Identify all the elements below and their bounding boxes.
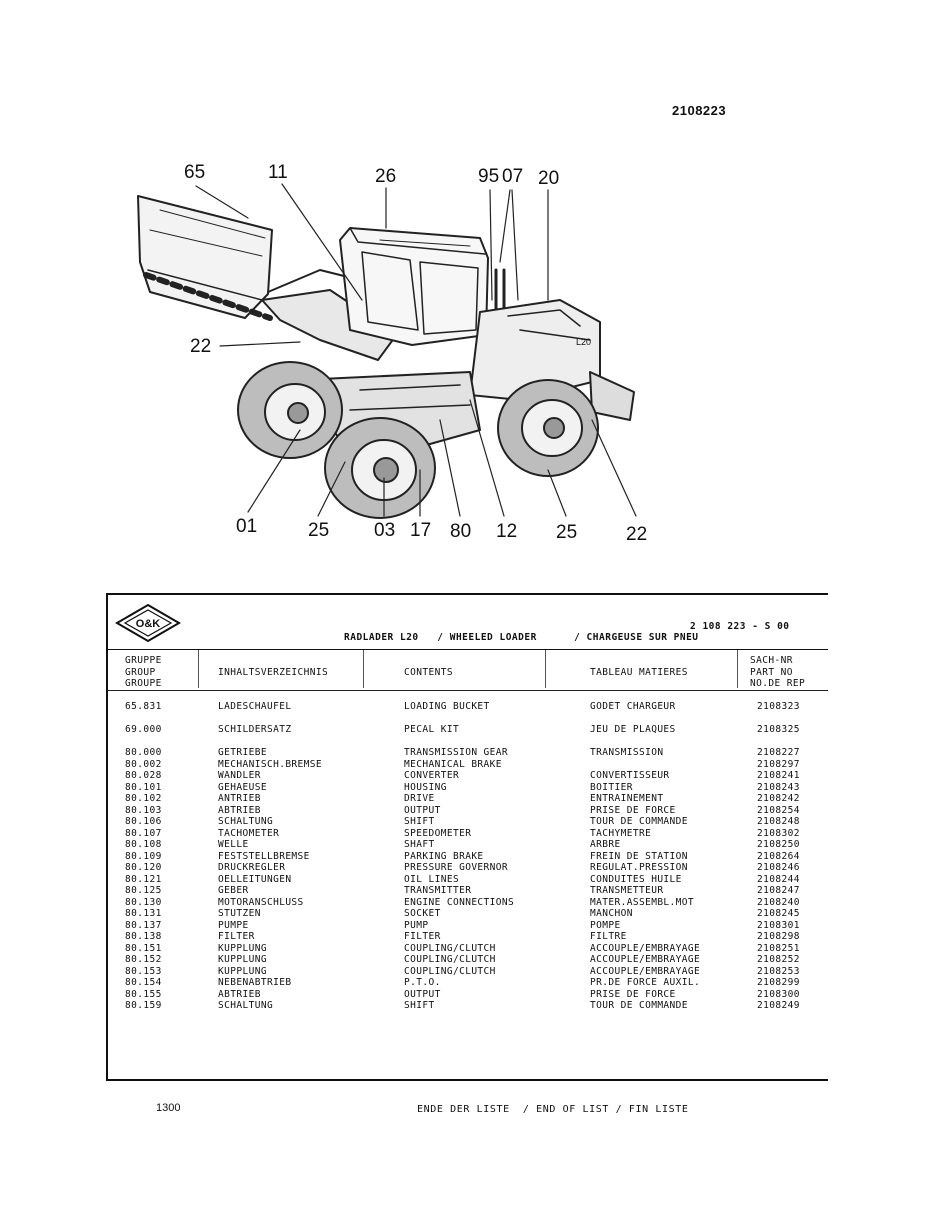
de-cell: WELLE [218,839,249,850]
en-cell: COUPLING/CLUTCH [404,942,496,954]
group-cell: 80.109 [125,850,162,862]
part-cell: 2108325 [757,724,800,735]
part-cell: 2108301 [757,919,800,931]
de-cell: KUPPLUNG [218,965,267,977]
en-cell: DRIVE [404,793,435,804]
en-cell: LOADING BUCKET [404,701,490,712]
group-cell: 80.121 [125,873,162,885]
part-cell: 2108227 [757,747,800,758]
de-cell: WANDLER [218,770,261,781]
group-cell: 80.152 [125,954,162,965]
fr-cell: ACCOUPLE/EMBRAYAGE [590,965,701,977]
part-cell: 2108253 [757,965,800,977]
fr-cell: GODET CHARGEUR [590,701,676,712]
page-number: 1300 [156,1102,181,1114]
group-cell: 80.138 [125,931,162,942]
callout-number: 26 [375,166,397,187]
column-header-rule [108,690,828,691]
wheel-rear [498,380,598,476]
callout-number: 20 [538,168,560,189]
de-cell: TACHOMETER [218,827,280,839]
de-cell: SCHALTUNG [218,816,274,827]
de-cell: SCHALTUNG [218,1000,274,1011]
group-cell: 80.154 [125,977,162,988]
column-separator [737,650,738,688]
part-cell: 2108302 [757,827,800,839]
part-cell: 2108247 [757,885,800,896]
part-cell: 2108299 [757,977,800,988]
fr-cell: ENTRAINEMENT [590,793,664,804]
callout-number: 25 [556,522,578,543]
column-separator [363,650,364,688]
group-cell: 80.101 [125,781,162,793]
part-cell: 2108254 [757,804,800,816]
column-header-de: INHALTSVERZEICHNIS [218,667,329,678]
ok-logo [113,603,183,643]
group-cell: 80.102 [125,793,162,804]
group-cell: 69.000 [125,724,162,735]
en-cell: COUPLING/CLUTCH [404,954,496,965]
en-cell: PARKING BRAKE [404,850,484,862]
callout-number: 22 [190,336,212,357]
part-cell: 2108242 [757,793,800,804]
fr-cell: ACCOUPLE/EMBRAYAGE [590,942,701,954]
group-cell: 80.137 [125,919,162,931]
en-cell: CONVERTER [404,770,460,781]
en-cell: HOUSING [404,781,447,793]
en-cell: SPEEDOMETER [404,827,472,839]
de-cell: STUTZEN [218,908,261,919]
column-separator [198,650,199,688]
part-cell: 2108298 [757,931,800,942]
de-cell: KUPPLUNG [218,954,267,965]
callout-number: 22 [626,524,648,545]
fr-cell: MANCHON [590,908,633,919]
callout-number: 07 [502,166,524,187]
document-reference: 2 108 223 - S 00 [690,621,790,632]
en-cell: SOCKET [404,908,441,919]
de-cell: LADESCHAUFEL [218,701,292,712]
group-cell: 80.131 [125,908,162,919]
fr-cell: REGULAT.PRESSION [590,862,688,873]
de-cell: GETRIEBE [218,747,267,758]
de-cell: ABTRIEB [218,804,261,816]
group-cell: 80.130 [125,896,162,908]
fr-cell: BOITIER [590,781,633,793]
de-cell: FILTER [218,931,255,942]
en-cell: SHAFT [404,839,435,850]
fr-cell: POMPE [590,919,621,931]
fr-cell: FILTRE [590,931,627,942]
en-cell: TRANSMITTER [404,885,472,896]
de-cell: OELLEITUNGEN [218,873,292,885]
group-cell: 80.153 [125,965,162,977]
part-cell: 2108264 [757,850,800,862]
fr-cell: PRISE DE FORCE [590,988,676,1000]
fr-cell: TOUR DE COMMANDE [590,816,688,827]
callout-number: 12 [496,521,518,542]
de-cell: PUMPE [218,919,249,931]
header-divider [108,649,828,650]
en-cell: PUMP [404,919,429,931]
de-cell: SCHILDERSATZ [218,724,292,735]
en-cell: OIL LINES [404,873,460,885]
document-number: 2108223 [672,103,727,118]
callout-number: 03 [374,520,396,541]
fr-cell: TOUR DE COMMANDE [590,1000,688,1011]
group-cell: 80.106 [125,816,162,827]
group-cell: 80.107 [125,827,162,839]
part-cell: 2108245 [757,908,800,919]
wheel-loader-illustration [0,150,935,550]
en-cell: SHIFT [404,816,435,827]
de-cell: MECHANISCH.BREMSE [218,758,323,770]
de-cell: FESTSTELLBREMSE [218,850,310,862]
de-cell: ABTRIEB [218,988,261,1000]
column-header-fr: TABLEAU MATIERES [590,667,688,678]
fr-cell: PRISE DE FORCE [590,804,676,816]
de-cell: GEHAEUSE [218,781,267,793]
callout-number: 11 [268,162,288,183]
en-cell: FILTER [404,931,441,942]
end-of-list-text: ENDE DER LISTE / END OF LIST / FIN LISTE [417,1104,689,1115]
group-cell: 80.155 [125,988,162,1000]
de-cell: NEBENABTRIEB [218,977,292,988]
fr-cell: ACCOUPLE/EMBRAYAGE [590,954,701,965]
en-cell: OUTPUT [404,804,441,816]
fr-cell: TACHYMETRE [590,827,652,839]
de-cell: ANTRIEB [218,793,261,804]
part-cell: 2108297 [757,758,800,770]
part-cell: 2108243 [757,781,800,793]
de-cell: GEBER [218,885,249,896]
fr-cell: CONDUITES HUILE [590,873,682,885]
group-cell: 65.831 [125,701,162,712]
part-cell: 2108323 [757,701,800,712]
en-cell: SHIFT [404,1000,435,1011]
group-cell: 80.002 [125,758,162,770]
callout-number: 25 [308,520,330,541]
fr-cell: PR.DE FORCE AUXIL. [590,977,701,988]
group-cell: 80.159 [125,1000,162,1011]
column-header-part: SACH-NR PART NO NO.DE REP [750,655,806,689]
de-cell: KUPPLUNG [218,942,267,954]
fr-cell: JEU DE PLAQUES [590,724,676,735]
fr-cell: MATER.ASSEMBL.MOT [590,896,695,908]
part-cell: 2108248 [757,816,800,827]
part-cell: 2108246 [757,862,800,873]
part-cell: 2108241 [757,770,800,781]
en-cell: ENGINE CONNECTIONS [404,896,515,908]
fr-cell: FREIN DE STATION [590,850,688,862]
part-cell: 2108252 [757,954,800,965]
cab-model-label: L20 [576,337,592,347]
callout-number: 01 [236,516,258,537]
svg-text:O&K: O&K [135,618,161,630]
column-separator [545,650,546,688]
group-cell: 80.028 [125,770,162,781]
document-title: RADLADER L20 / WHEELED LOADER / CHARGEUSE SUR PNEU [344,632,699,643]
de-cell: DRUCKREGLER [218,862,286,873]
group-cell: 80.108 [125,839,162,850]
part-cell: 2108251 [757,942,800,954]
fr-cell: TRANSMETTEUR [590,885,664,896]
en-cell: PRESSURE GOVERNOR [404,862,509,873]
column-header-group: GRUPPE GROUP GROUPE [125,655,162,689]
fr-cell: ARBRE [590,839,621,850]
en-cell: TRANSMISSION GEAR [404,747,509,758]
de-cell: MOTORANSCHLUSS [218,896,304,908]
part-cell: 2108244 [757,873,800,885]
callout-number: 95 [478,166,500,187]
en-cell: P.T.O. [404,977,441,988]
column-header-en: CONTENTS [404,667,453,678]
group-cell: 80.120 [125,862,162,873]
part-cell: 2108300 [757,988,800,1000]
group-cell: 80.151 [125,942,162,954]
group-cell: 80.000 [125,747,162,758]
en-cell: PECAL KIT [404,724,460,735]
part-cell: 2108250 [757,839,800,850]
en-cell: COUPLING/CLUTCH [404,965,496,977]
fr-cell: CONVERTISSEUR [590,770,670,781]
en-cell: OUTPUT [404,988,441,1000]
part-cell: 2108249 [757,1000,800,1011]
fr-cell: TRANSMISSION [590,747,664,758]
wheel-front-left [238,362,342,458]
group-cell: 80.125 [125,885,162,896]
part-cell: 2108240 [757,896,800,908]
callout-number: 65 [184,162,206,183]
group-cell: 80.103 [125,804,162,816]
en-cell: MECHANICAL BRAKE [404,758,502,770]
callout-number: 80 [450,521,472,542]
callout-number: 17 [410,520,432,541]
loader-bucket [138,196,272,318]
